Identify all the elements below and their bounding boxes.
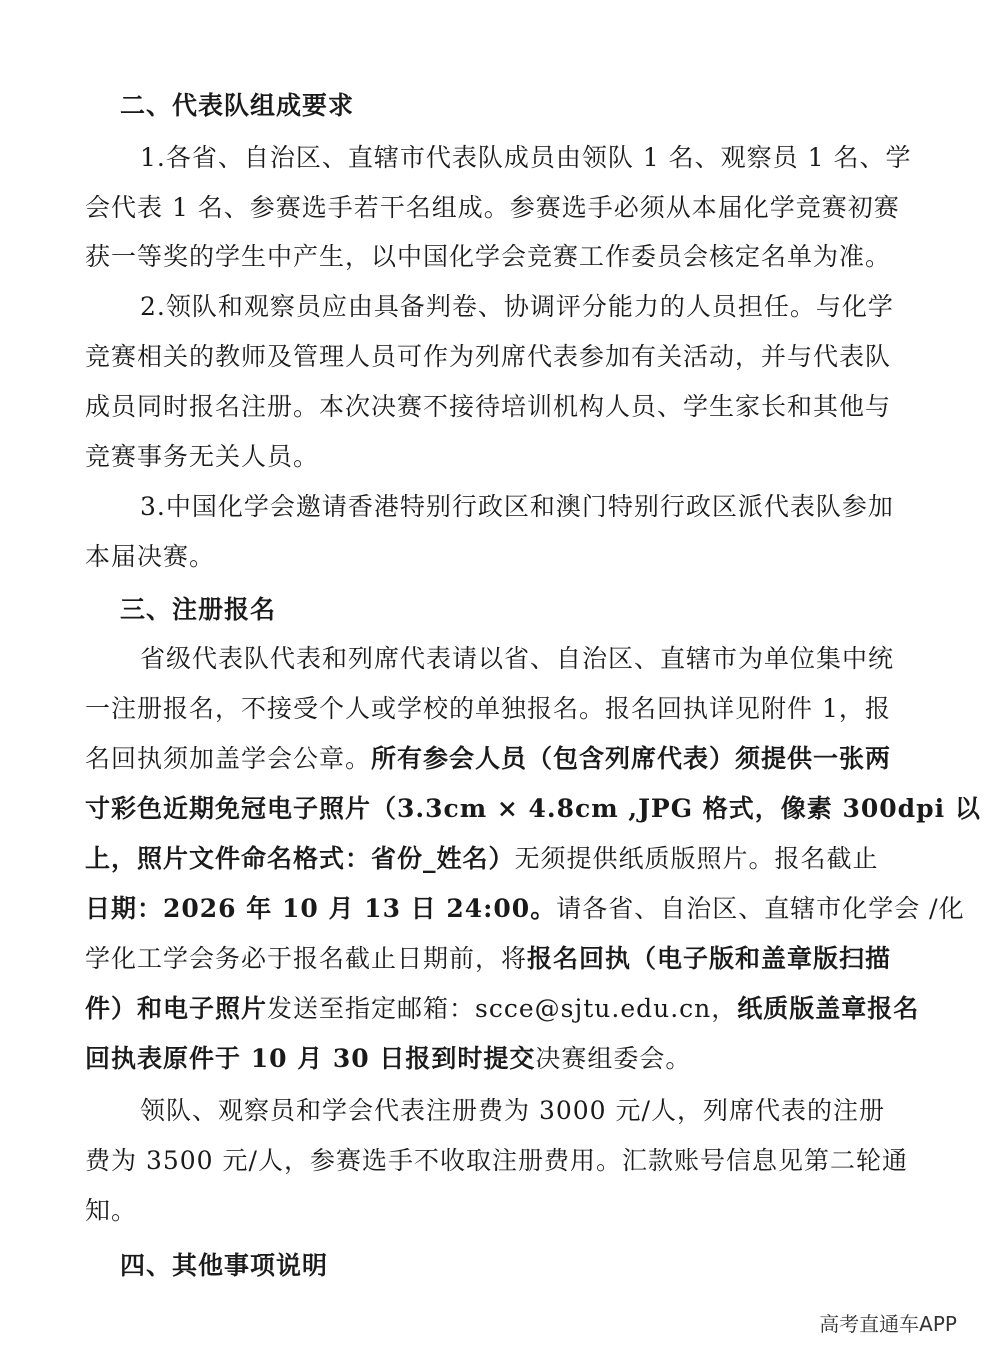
watermark: 高考直通车APP <box>819 1312 957 1336</box>
bold-text-segment: 上，照片文件命名格式：省份_姓名） <box>85 844 515 873</box>
text-segment: 无须提供纸质版照片。报名截止 <box>514 844 879 873</box>
paragraph-line: 费为 3500 元/人，参赛选手不收取注册费用。汇款账号信息见第二轮通 <box>85 1146 908 1175</box>
paragraph-line: 领队、观察员和学会代表注册费为 3000 元/人，列席代表的注册 <box>140 1096 885 1125</box>
paragraph-line: 1.各省、自治区、直辖市代表队成员由领队 1 名、观察员 1 名、学 <box>140 143 912 172</box>
bold-text-segment: 件）和电子照片 <box>85 994 268 1023</box>
paragraph-line: 会代表 1 名、参赛选手若干名组成。参赛选手必须从本届化学竞赛初赛 <box>85 193 900 222</box>
bold-text-segment: 纸质版盖章报名 <box>737 994 920 1023</box>
text-segment: 决赛组委会。 <box>535 1044 692 1073</box>
paragraph-line: 2.领队和观察员应由具备判卷、协调评分能力的人员担任。与化学 <box>140 292 894 321</box>
paragraph-line: 知。 <box>85 1196 138 1225</box>
paragraph-line <box>85 742 905 776</box>
paragraph-line: 竞赛事务无关人员。 <box>85 442 320 471</box>
paragraph-line: 竞赛相关的教师及管理人员可作为列席代表参加有关活动，并与代表队 <box>85 342 892 371</box>
section-heading-4: 四、其他事项说明 <box>120 1251 329 1280</box>
bold-text-segment: 报名回执（电子版和盖章版扫描 <box>527 944 892 973</box>
section-heading-3: 三、注册报名 <box>120 595 277 624</box>
text-segment: 学化工学会务必于报名截止日期前，将 <box>85 944 528 973</box>
paragraph-line <box>85 942 905 976</box>
paragraph-line: 成员同时报名注册。本次决赛不接待培训机构人员、学生家长和其他与 <box>85 392 892 421</box>
paragraph-line: 省级代表队代表和列席代表请以省、自治区、直辖市为单位集中统 <box>140 644 895 673</box>
paragraph-line-bold: 寸彩色近期免冠电子照片（3.3cm × 4.8cm ,JPG 格式，像素 300dpi 以 <box>85 794 981 823</box>
bold-text-segment: 回执表原件于 10 月 30 日报到时提交 <box>85 1044 536 1073</box>
paragraph-line <box>85 842 905 876</box>
text-segment: 请各省、自治区、直辖市化学会 /化 <box>556 894 965 923</box>
section-heading-2: 二、代表队组成要求 <box>120 91 355 120</box>
text-segment: 名回执须加盖学会公章。 <box>85 744 372 773</box>
paragraph-line <box>85 992 920 1026</box>
paragraph-line: 本届决赛。 <box>85 542 216 571</box>
paragraph-line: 获一等奖的学生中产生，以中国化学会竞赛工作委员会核定名单为准。 <box>85 242 892 271</box>
paragraph-line <box>85 1042 905 1076</box>
paragraph-line <box>85 892 965 926</box>
bold-text-segment: 所有参会人员（包含列席代表）须提供一张两 <box>371 744 892 773</box>
paragraph-line: 一注册报名，不接受个人或学校的单独报名。报名回执详见附件 1，报 <box>85 694 891 723</box>
paragraph-line: 3.中国化学会邀请香港特别行政区和澳门特别行政区派代表队参加 <box>140 492 894 521</box>
deadline-bold: 日期：2026 年 10 月 13 日 24:00。 <box>85 894 557 923</box>
email-text: 发送至指定邮箱：scce@sjtu.edu.cn， <box>267 994 738 1023</box>
